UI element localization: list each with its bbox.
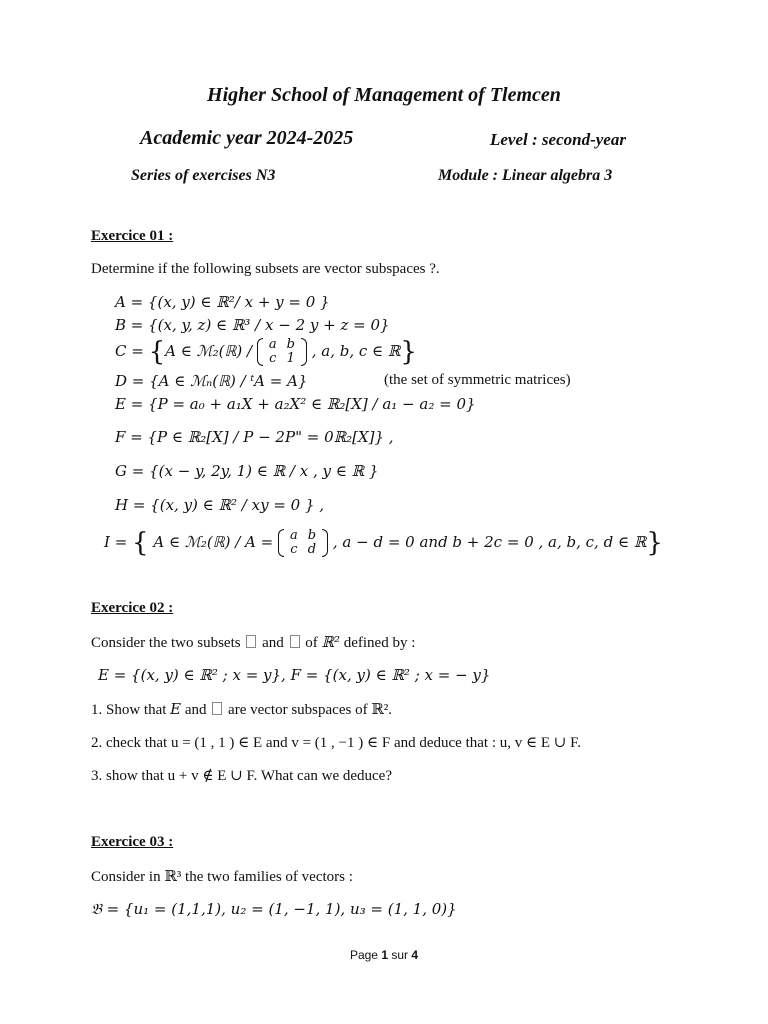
exercise-03-heading: Exercice 03 : — [91, 834, 174, 850]
matrix-I: a b c d — [278, 529, 328, 557]
brace-left: { — [132, 528, 149, 558]
exercise-02-intro: Consider the two subsets and of ℝ² defined by : — [91, 633, 416, 651]
school-title: Higher School of Management of Tlemcen — [207, 84, 561, 106]
set-D: D = {A ∈ ℳₙ(ℝ) / ᵗA = A} — [115, 372, 308, 390]
family-B: 𝔅 = {u₁ = (1,1,1), u₂ = (1, −1, 1), u₃ = (1, 1, 0)} — [91, 900, 457, 918]
set-I-condition: A ∈ ℳ₂(ℝ) / A = — [148, 533, 278, 551]
set-B: B = {(x, y, z) ∈ ℝ³ / x − 2 y + z = 0} — [115, 316, 390, 334]
set-C-suffix: , a, b, c ∈ ℝ — [311, 342, 401, 360]
level-label: Level : second-year — [490, 130, 626, 149]
exercise-01-intro: Determine if the following subsets are vector subspaces ?. — [91, 261, 440, 277]
exercise-03-intro: Consider in ℝ³ the two families of vectors : — [91, 869, 353, 885]
set-F: F = {P ∈ ℝ₂[X] / P − 2P" = 0ℝ₂[X]} , — [115, 428, 394, 446]
missing-glyph-icon — [212, 702, 222, 715]
set-G: G = {(x − y, 2y, 1) ∈ ℝ / x , y ∈ ℝ } — [115, 462, 379, 480]
module-label: Module : Linear algebra 3 — [438, 167, 613, 184]
missing-glyph-icon — [246, 635, 256, 648]
set-D-note: (the set of symmetric matrices) — [384, 372, 571, 388]
set-I-prefix: I = — [104, 533, 133, 551]
brace-left: { — [148, 337, 166, 367]
exercise-01-heading: Exercice 01 : — [91, 228, 174, 244]
question-3: 3. show that u + v ∉ E ∪ F. What can we deduce? — [91, 768, 392, 784]
set-E: E = {P = a₀ + a₁X + a₂X² ∈ ℝ₂[X] / a₁ − a₂ = 0} — [115, 395, 476, 413]
academic-year: Academic year 2024-2025 — [140, 127, 354, 149]
missing-glyph-icon — [290, 635, 300, 648]
set-C — [115, 337, 417, 367]
brace-right: } — [646, 528, 663, 558]
exercise-02-heading: Exercice 02 : — [91, 600, 174, 616]
brace-right: } — [400, 337, 417, 367]
question-1: 1. Show that E and are vector subspaces of ℝ². — [91, 700, 393, 718]
matrix-C: a b c 1 — [257, 338, 307, 366]
set-A: A = {(x, y) ∈ ℝ²/ x + y = 0 } — [115, 293, 330, 311]
series-label: Series of exercises N3 — [131, 167, 276, 184]
set-C-condition: A ∈ ℳ₂(ℝ) / — [165, 342, 253, 360]
set-I — [104, 528, 663, 558]
question-2: 2. check that u = (1 , 1 ) ∈ E and v = (1 , −1 ) ∈ F and deduce that : u, v ∈ E ∪ F. — [91, 735, 581, 751]
sets-E-F: E = {(x, y) ∈ ℝ² ; x = y}, F = {(x, y) ∈ ℝ² ; x = − y} — [98, 666, 491, 684]
set-C-prefix: C = — [115, 342, 149, 360]
set-H: H = {(x, y) ∈ ℝ² / xy = 0 } , — [115, 496, 325, 514]
set-I-suffix: , a − d = 0 and b + 2c = 0 , a, b, c, d ∈ ℝ — [332, 533, 647, 551]
page-footer: Page 1 sur 4 — [349, 948, 419, 962]
